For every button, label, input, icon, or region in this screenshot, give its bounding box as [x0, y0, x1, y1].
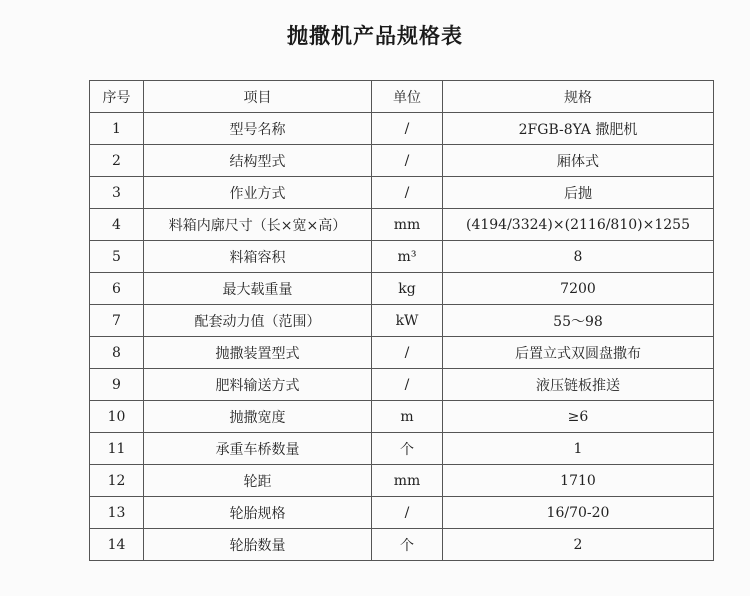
- cell-index: 14: [90, 529, 144, 561]
- cell-unit: 个: [372, 529, 443, 561]
- cell-unit: /: [372, 113, 443, 145]
- table-row: [90, 145, 714, 177]
- header-item: 项目: [144, 81, 372, 113]
- table-row: [90, 273, 714, 305]
- cell-unit: mm: [372, 209, 443, 241]
- cell-unit: /: [372, 337, 443, 369]
- cell-unit: mm: [372, 465, 443, 497]
- table-row: [90, 209, 714, 241]
- cell-item: 最大载重量: [144, 273, 372, 305]
- header-spec: 规格: [443, 81, 714, 113]
- cell-spec: 8: [443, 241, 714, 273]
- cell-unit: /: [372, 369, 443, 401]
- table-body: [90, 113, 714, 561]
- cell-index: 8: [90, 337, 144, 369]
- cell-index: 4: [90, 209, 144, 241]
- cell-index: 5: [90, 241, 144, 273]
- cell-index: 10: [90, 401, 144, 433]
- table-row: [90, 497, 714, 529]
- cell-unit: m³: [372, 241, 443, 273]
- table-row: [90, 337, 714, 369]
- cell-item: 配套动力值（范围）: [144, 305, 372, 337]
- table-row: [90, 433, 714, 465]
- cell-unit: kg: [372, 273, 443, 305]
- document-title: 抛撒机产品规格表: [287, 24, 463, 48]
- cell-spec: 2FGB-8YA 撒肥机: [443, 113, 714, 145]
- cell-index: 12: [90, 465, 144, 497]
- cell-spec: 1: [443, 433, 714, 465]
- cell-item: 结构型式: [144, 145, 372, 177]
- cell-spec: 后抛: [443, 177, 714, 209]
- cell-spec: 液压链板推送: [443, 369, 714, 401]
- cell-spec: 7200: [443, 273, 714, 305]
- cell-spec: 厢体式: [443, 145, 714, 177]
- spec-table: [89, 80, 714, 561]
- table-header-row: [90, 81, 714, 113]
- table-row: [90, 241, 714, 273]
- cell-item: 肥料输送方式: [144, 369, 372, 401]
- cell-item: 抛撒装置型式: [144, 337, 372, 369]
- cell-item: 承重车桥数量: [144, 433, 372, 465]
- cell-item: 作业方式: [144, 177, 372, 209]
- cell-index: 11: [90, 433, 144, 465]
- table-row: [90, 529, 714, 561]
- cell-index: 13: [90, 497, 144, 529]
- cell-item: 抛撒宽度: [144, 401, 372, 433]
- table-row: [90, 465, 714, 497]
- cell-unit: kW: [372, 305, 443, 337]
- table-row: [90, 401, 714, 433]
- cell-item: 料箱容积: [144, 241, 372, 273]
- cell-spec: (4194/3324)×(2116/810)×1255: [443, 209, 714, 241]
- cell-index: 1: [90, 113, 144, 145]
- cell-spec: 2: [443, 529, 714, 561]
- cell-index: 2: [90, 145, 144, 177]
- cell-spec: ≥6: [443, 401, 714, 433]
- table-row: [90, 113, 714, 145]
- cell-spec: 16/70-20: [443, 497, 714, 529]
- cell-spec: 1710: [443, 465, 714, 497]
- cell-item: 轮距: [144, 465, 372, 497]
- cell-item: 轮胎数量: [144, 529, 372, 561]
- cell-unit: /: [372, 177, 443, 209]
- table-row: [90, 305, 714, 337]
- cell-item: 料箱内廓尺寸（长×宽×高）: [144, 209, 372, 241]
- table-row: [90, 177, 714, 209]
- cell-spec: 55～98: [443, 305, 714, 337]
- cell-item: 轮胎规格: [144, 497, 372, 529]
- cell-item: 型号名称: [144, 113, 372, 145]
- cell-unit: /: [372, 145, 443, 177]
- cell-unit: 个: [372, 433, 443, 465]
- table-row: [90, 369, 714, 401]
- cell-spec: 后置立式双圆盘撒布: [443, 337, 714, 369]
- cell-index: 7: [90, 305, 144, 337]
- cell-unit: /: [372, 497, 443, 529]
- header-unit: 单位: [372, 81, 443, 113]
- cell-index: 9: [90, 369, 144, 401]
- cell-unit: m: [372, 401, 443, 433]
- cell-index: 3: [90, 177, 144, 209]
- cell-index: 6: [90, 273, 144, 305]
- header-index: 序号: [90, 81, 144, 113]
